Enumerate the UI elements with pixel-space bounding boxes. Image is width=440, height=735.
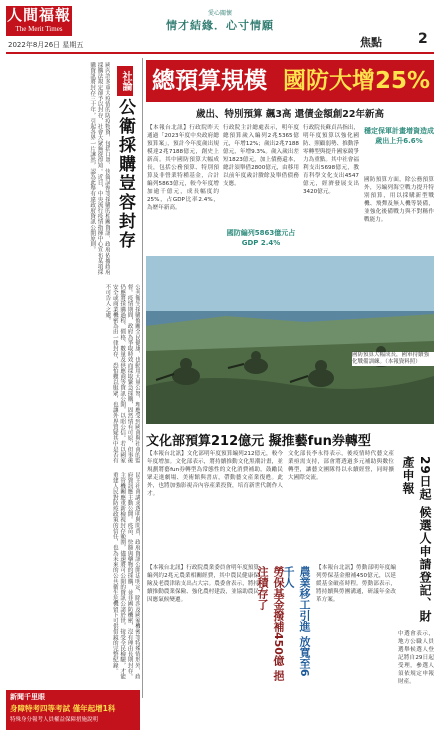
article-column: 【本報台北訊】勞動部明年度編列勞保基金撥補450億元，以延緩基金破產時程。勞動部表示，將持續與勞團溝通，研議年金改革方案。 xyxy=(316,565,396,603)
editorial-text: 國內許多重大疫情的防疫物資，包括口罩、快篩試劑等採購的相關資訊，政府依據政府採購法規定卻予以封存，社會大眾無從得知。近日，中央流行疫情指揮中心宣布某項採購資訊將封存三十年，引起各界一片譁然，認為此舉有違政府資訊公開原則。 xyxy=(89,62,110,275)
agri-headline[interactable]: 農業移工引進 放寬至6千人 xyxy=(282,566,311,677)
editorial-text: 民主社會講求透明與問責，政府資訊公開法明定，除涉及國家機密等特殊情形外，政府資訊應主動公開。疫苗、快篩與藥物的採購，並非國防機密，沒有理由長期封存。主管機關應重新檢視封存範圍，儘速將可公開的資訊公諸於世，接受全民檢驗，才能重建人民對防疫政策的信任，也為未來的公共衛生危機留下可供借鏡的完整紀錄。 xyxy=(111,472,140,680)
article-column: 【本報台北訊】行政院昨天通過「2023年度中央政府總預算案」，預計今年度歲出規模達2兆7188億元，創史上新高。其中國防預算大幅成長，包括公務預算、特別預算及非營業特種基金，合計編列5863億元，較今年度增加逾千億元，成長幅度約25%，占GDP比率2.4%，為歷年新高。 xyxy=(147,125,219,211)
pull-quote: 穩定保軍計畫增資造成歲出上升6.6% xyxy=(364,127,434,145)
soldiers-photo-illustration xyxy=(146,256,434,424)
headline-part-a: 總預算規模 xyxy=(152,68,267,94)
masthead-slogan xyxy=(140,8,300,33)
column-divider xyxy=(142,58,143,698)
article-column: 中選會表示，地方公職人員選舉候選人登記將自29日起受理，參選人須依規定申報財產。 xyxy=(398,631,434,685)
logo-subtitle: The Merit Times xyxy=(15,25,63,33)
issue-date: 2022年8月26日 星期五 xyxy=(8,41,84,49)
article-column: 行政院長蘇貞昌指出，明年度預算以強化國防、照顧弱勢、推動淨零轉型與提升國家競爭力為重點。其中社會福利支出5698億元，教育科學文化支出4547億元，經濟發展支出3420億元。 xyxy=(303,125,359,195)
brief-title: 新聞千里眼 xyxy=(10,693,45,701)
page-number: 2 xyxy=(418,31,428,47)
article-column: 文化部長李永得表示，後疫情時代藝文產業亟需支持，部會將透過多元補助與數位轉型，讓藝文團隊得以永續經營，同時擴大國際交流。 xyxy=(288,451,394,481)
section-name: 焦點 xyxy=(360,36,382,49)
main-subheadline: 歲出、特別預算 飆3高 還債金額創22年新高 xyxy=(196,109,384,120)
headline-part-b: 國防大增25% xyxy=(283,68,431,94)
editorial-title: 公衛採購豈容封存 xyxy=(115,98,135,250)
slogan-small: 愛心關懷 xyxy=(207,10,232,17)
culture-headline[interactable]: 文化部預算212億元 擬推藝fun券轉型 xyxy=(146,434,371,449)
newspaper-logo xyxy=(6,6,72,36)
labor-headline[interactable]: 勞保基金撥補450億 挹注積存了 xyxy=(256,566,285,681)
editorial-text: 公共衛生採購攸關全民健康，也動用大量公帑，理應受到國會與社會的監督。疫情期間，政府為爭取時效而採取緊急採購，固然情有可原，但事後仍應將採購過程、價格、數量及供應商等資訊公開，以昭公信。若以國家安全或商業機密為由一律封存，恐怕難以服眾，也讓外界質疑其中是否有不可告人之處。 xyxy=(104,284,140,464)
header-divider xyxy=(6,52,434,54)
article-column: 行政院主計總處表示，明年度總預算歲入編列2兆5365億元，年增12%；歲出2兆7188億元，年增9.3%。歲入歲出差短1823億元，加上債務還本，總計須舉借2800億元，由移用以前年度歲計賸餘及舉借債務支應。 xyxy=(223,125,299,187)
main-headline[interactable] xyxy=(146,60,434,102)
brief-text: 特殊身分報考人員權益保障措施說明 xyxy=(10,717,99,723)
slogan-main: 情才結緣．心寸情願 xyxy=(166,19,274,32)
news-brief-box[interactable] xyxy=(6,690,140,730)
editorial-tag: 社論 xyxy=(117,66,133,96)
pull-quote: 國防編列5863億元占GDP 2.4% xyxy=(226,229,296,247)
article-column: 國防預算方面，除公務預算外，另編列海空戰力提升特別預算，用以採購新型戰機、飛彈及無人機等裝備，並強化後備戰力與不對稱作戰能力。 xyxy=(364,177,434,223)
news-photo xyxy=(146,256,434,424)
photo-caption: 國防預算大幅成長，國軍持續強化戰備訓練。（本報資料照） xyxy=(352,352,434,366)
logo-title: 人間福報 xyxy=(6,6,71,24)
brief-headline: 身障特考四等考試 僅年起增1科 xyxy=(10,704,116,713)
article-column: 【本報台北訊】文化部明年度預算編列212億元，較今年度增加。文化部表示，將持續推動文化黑潮計畫，並規劃將藝fun券轉型為常態性的文化消費補助，鼓勵民眾走進劇場、美術館與書店，帶動藝文產業復甦。此外，也將加強影視音內容產業投資，培育新世代創作人才。 xyxy=(147,451,283,497)
election-headline[interactable]: 29日起 候選人申請登記、財產申報 xyxy=(401,456,432,623)
article-column: 【本報台北訊】行政院農業委員會明年度預算編列約2兆元農業相關經費，其中農民健康保險及老農津貼支出占大宗。農委會表示，將持續推動農業保險、強化農村建設，並協助農民因應氣候變遷。 xyxy=(147,565,259,603)
